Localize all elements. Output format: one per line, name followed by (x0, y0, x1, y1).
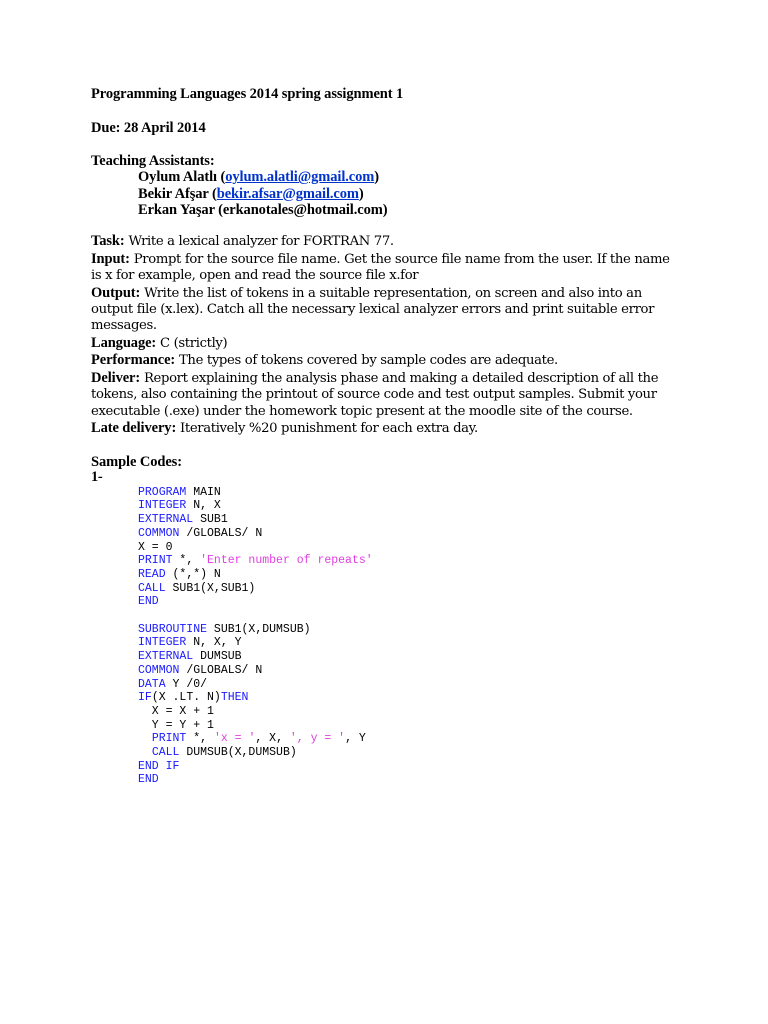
code-text: (*,*) N (165, 567, 221, 581)
code-keyword: COMMON (138, 663, 180, 677)
code-line (138, 568, 681, 582)
code-line (138, 760, 681, 774)
email-link[interactable]: bekir.afsar@gmail.com (216, 185, 359, 202)
sample-codes-section (91, 454, 681, 787)
spec-label: Deliver: (91, 369, 141, 386)
code-text: (X .LT. N) (151, 691, 221, 705)
code-line (138, 582, 681, 596)
code-line (138, 527, 681, 541)
code-line (138, 678, 681, 692)
spec-label: Language: (91, 334, 157, 351)
teaching-assistants-heading: Teaching Assistants: (91, 152, 215, 169)
sample-number: 1- (91, 468, 103, 485)
spec-late-delivery (91, 420, 681, 437)
spec-text: Iteratively %20 punishment for each extra day. (176, 420, 478, 436)
code-string: 'x = ' (213, 732, 256, 746)
code-keyword: PRINT (138, 554, 173, 568)
code-keyword: THEN (220, 691, 249, 705)
code-line (138, 719, 681, 733)
code-keyword: END IF (138, 759, 180, 773)
code-keyword: CALL (151, 746, 180, 760)
code-line (138, 773, 681, 787)
assistant-name: Erkan Yaşar ( (138, 202, 223, 219)
code-line (138, 554, 681, 568)
code-keyword: EXTERNAL (138, 513, 194, 527)
assistant-entry (138, 169, 681, 185)
spec-language (91, 335, 681, 352)
code-line (138, 691, 681, 705)
code-keyword: INTEGER (138, 499, 187, 513)
spec-performance (91, 352, 681, 369)
code-text: , X, (255, 732, 290, 746)
code-keyword: CALL (138, 581, 166, 595)
spec-text: Prompt for the source file name. Get the source file name from the user. If the name is x for example, open and read the source file x.for (91, 251, 670, 284)
code-text: SUB1(X,SUB1) (165, 581, 256, 595)
spec-output (91, 285, 681, 335)
code-string: 'Enter number of repeats' (200, 554, 373, 568)
document-title: Programming Languages 2014 spring assignment 1 (91, 86, 404, 102)
code-text: Y = Y + 1 (138, 718, 214, 732)
code-keyword: END (138, 595, 159, 609)
sample-codes-heading: Sample Codes: (91, 454, 182, 471)
code-keyword: IF (138, 691, 152, 705)
code-line (138, 486, 681, 500)
spec-deliver (91, 370, 681, 420)
assistant-entry (138, 202, 681, 218)
spec-label: Late delivery: (91, 419, 177, 436)
email-link[interactable]: oylum.alatli@gmail.com (225, 169, 375, 186)
code-text: MAIN (186, 485, 221, 499)
close-paren: ) (358, 185, 364, 202)
document-page (91, 86, 681, 787)
assistant-entry (138, 186, 681, 202)
code-text: *, (186, 732, 214, 746)
code-blank-line (91, 609, 681, 623)
spec-text: The types of tokens covered by sample codes are adequate. (175, 353, 558, 369)
code-text: *, (172, 554, 201, 568)
code-keyword: PROGRAM (138, 485, 187, 499)
code-text: Y /0/ (165, 677, 208, 691)
code-text: , Y (345, 732, 366, 746)
code-text: X = 0 (138, 540, 173, 554)
spec-label: Task: (91, 233, 125, 250)
code-line (138, 595, 681, 609)
teaching-assistants-list (138, 169, 681, 218)
spec-label: Input: (91, 250, 130, 267)
assignment-spec (91, 233, 681, 437)
code-text: /GLOBALS/ N (179, 526, 263, 540)
code-line (138, 541, 681, 555)
code-text: SUB1 (193, 513, 228, 527)
code-text: X = X + 1 (138, 704, 214, 718)
code-keyword: EXTERNAL (138, 650, 194, 664)
code-keyword: COMMON (138, 526, 180, 540)
spec-label: Performance: (91, 352, 176, 369)
code-indent (138, 732, 152, 745)
spec-text: Report explaining the analysis phase and making a detailed description of all the tokens, also containing the printout of source code and test output samples. Submit your executable (.exe) under the homework topic present at the moodle site of the course. (91, 370, 659, 419)
spec-label: Output: (91, 284, 141, 301)
code-line (138, 499, 681, 513)
assistant-name: Bekir Afşar ( (138, 185, 217, 202)
spec-text: C (strictly) (156, 335, 228, 351)
code-indent (138, 746, 152, 759)
code-keyword: END (138, 773, 159, 787)
code-text: SUB1(X,DUMSUB) (207, 622, 311, 636)
close-paren: ) (374, 169, 379, 186)
code-line (138, 636, 681, 650)
code-text: DUMSUB(X,DUMSUB) (179, 746, 297, 760)
spec-task (91, 233, 681, 250)
assistant-email: erkanotales@hotmail.com (222, 202, 383, 219)
code-text: N, X (186, 499, 221, 513)
code-line (138, 705, 681, 719)
assistant-name: Oylum Alatlı ( (138, 169, 226, 186)
code-listing (91, 486, 681, 787)
code-text: DUMSUB (193, 650, 242, 664)
code-line (138, 746, 681, 760)
code-line (138, 650, 681, 664)
code-text: /GLOBALS/ N (179, 663, 263, 677)
close-paren: ) (382, 202, 388, 219)
code-text: N, X, Y (186, 636, 242, 650)
code-keyword: INTEGER (138, 636, 187, 650)
code-keyword: DATA (138, 677, 166, 691)
code-string: ', y = ' (289, 732, 346, 746)
spec-text: Write a lexical analyzer for FORTRAN 77. (124, 234, 394, 250)
code-keyword: READ (138, 567, 166, 581)
spec-text: Write the list of tokens in a suitable representation, on screen and also into an output file (x.lex). Catch all the necessary lexical analyzer errors and print suitable error messages. (91, 285, 655, 334)
code-line (138, 732, 681, 746)
code-line (138, 623, 681, 637)
code-keyword: PRINT (151, 732, 187, 746)
due-date: Due: 28 April 2014 (91, 120, 206, 137)
spec-input (91, 251, 681, 285)
code-keyword: SUBROUTINE (138, 622, 208, 636)
code-line (138, 513, 681, 527)
code-line (138, 664, 681, 678)
